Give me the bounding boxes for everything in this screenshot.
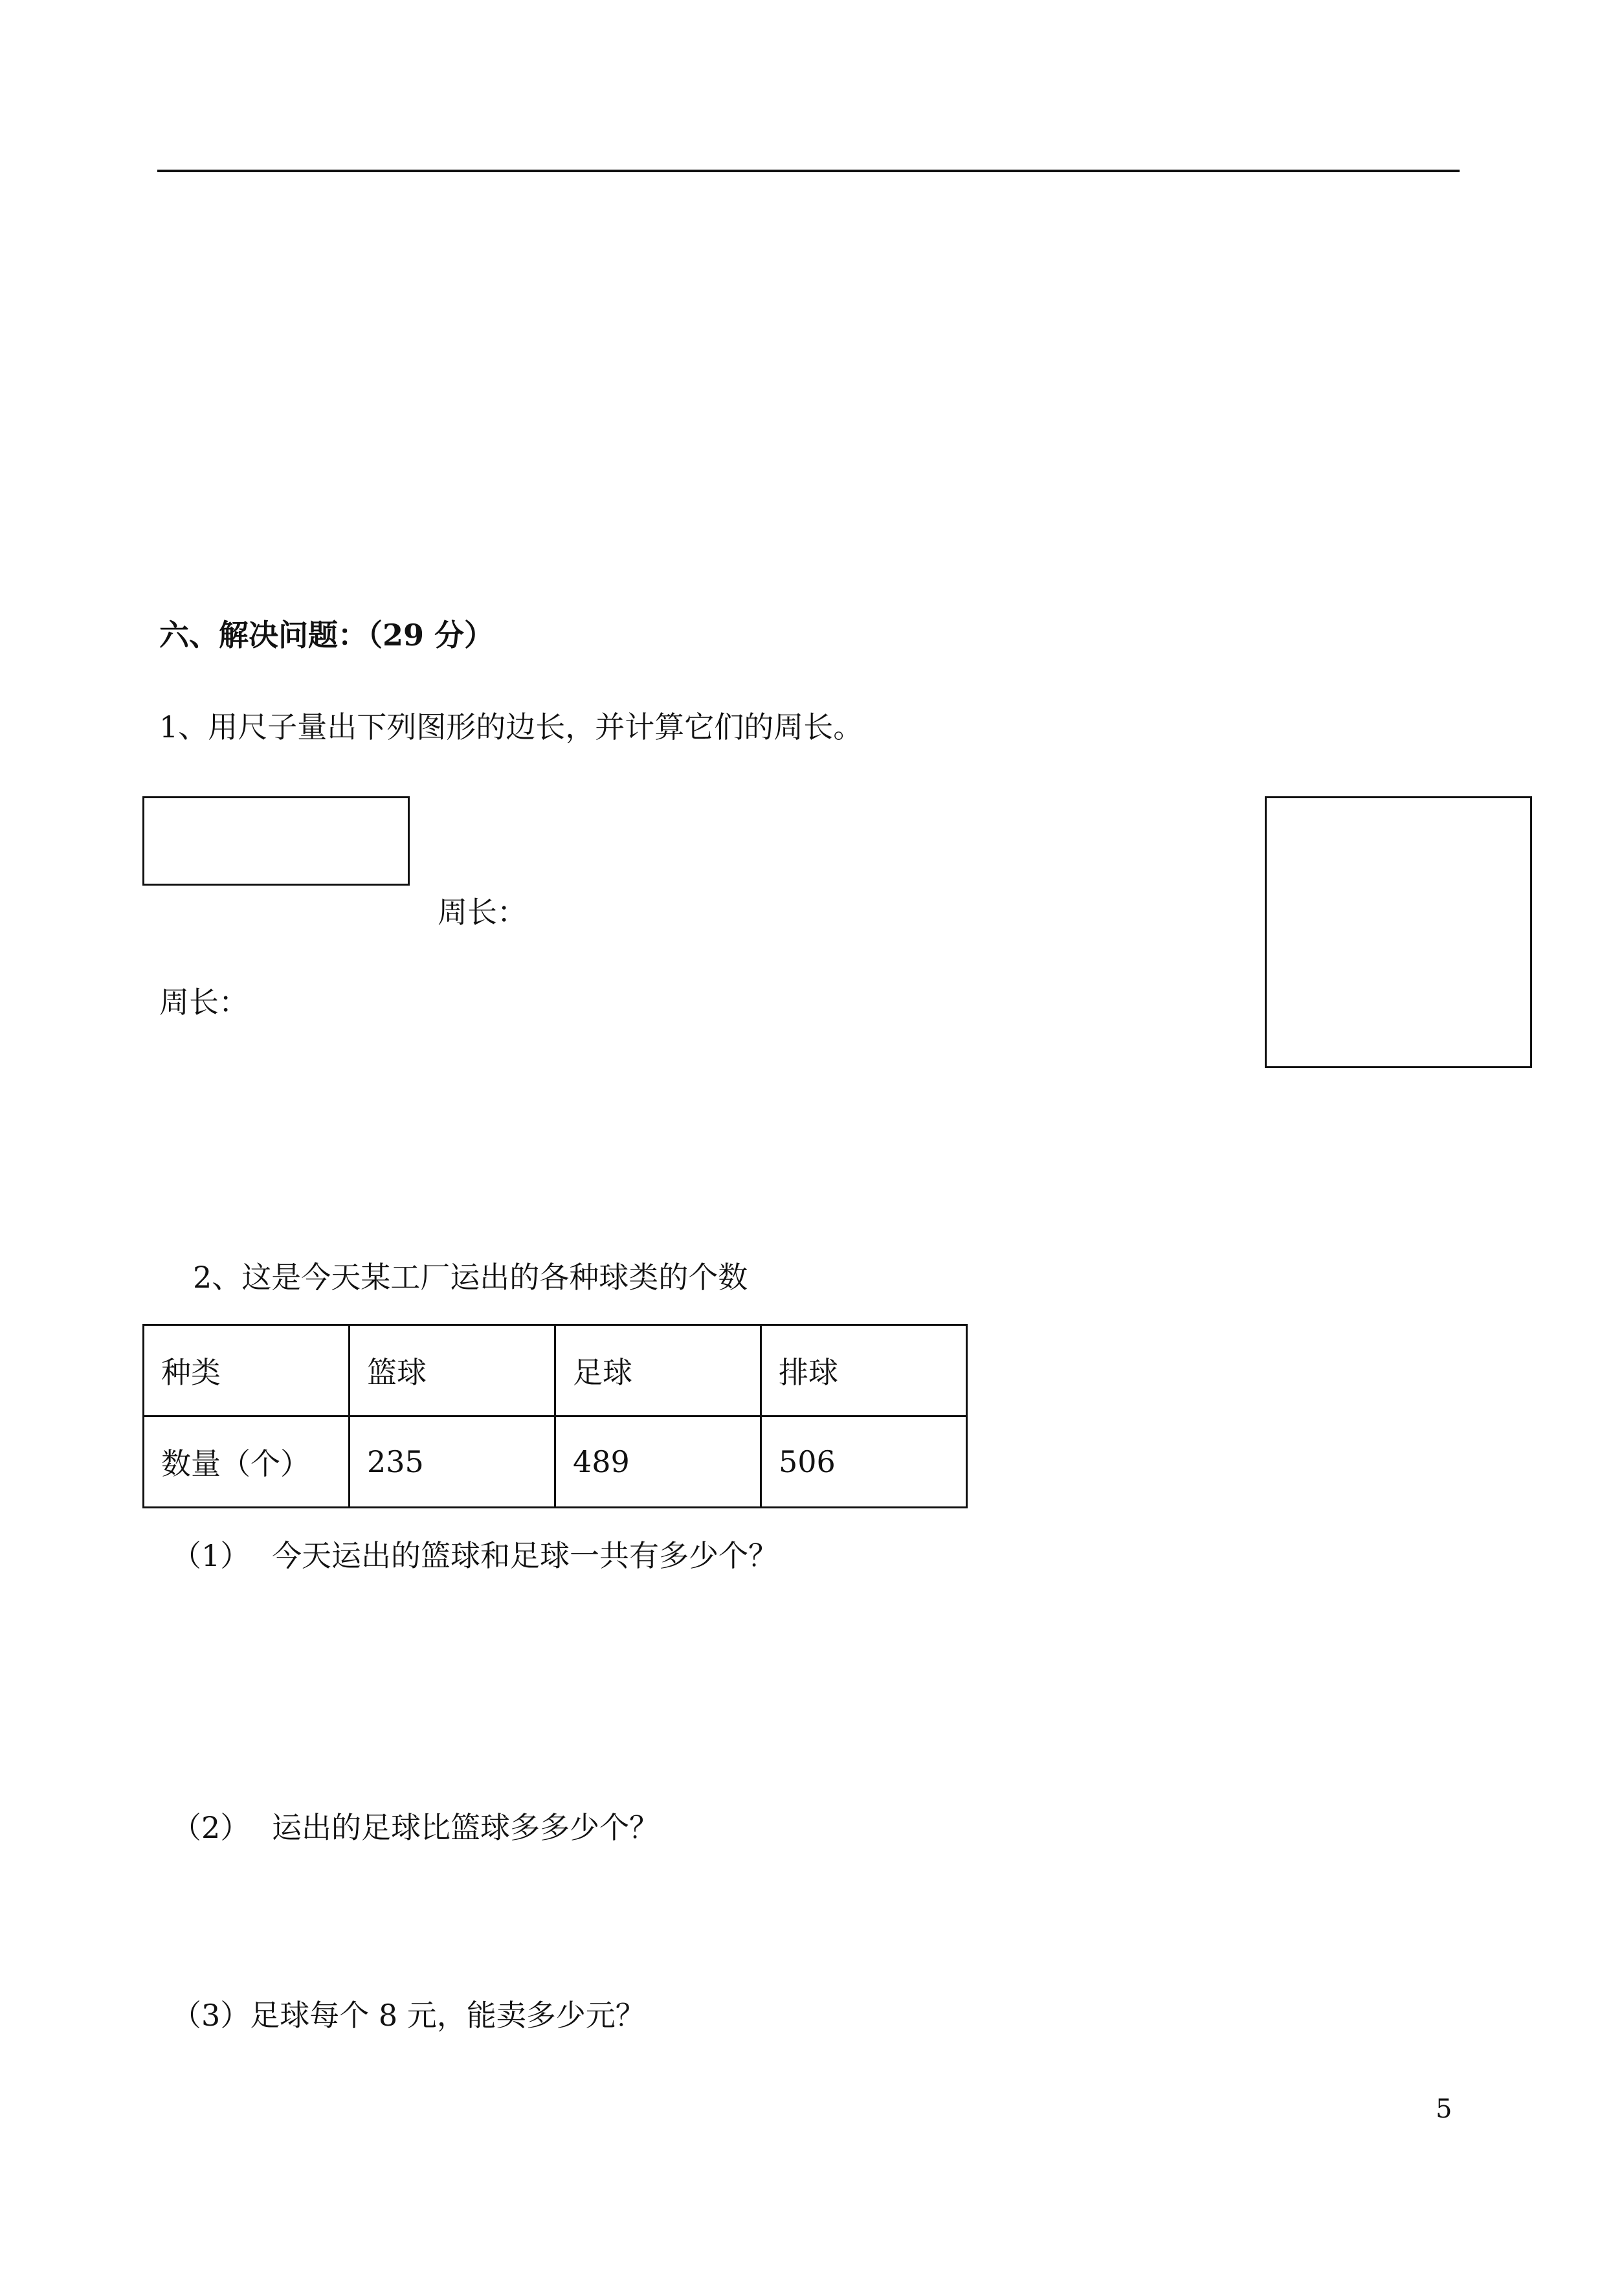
table-header-row	[144, 1325, 967, 1416]
sub-question-1-text: 今天运出的篮球和足球一共有多少个？	[272, 1538, 778, 1573]
ball-count-table	[142, 1324, 968, 1508]
square-perimeter-label: 周长：	[159, 985, 249, 1020]
question-1-prompt: 1、用尺子量出下列图形的边长，并计算它们的周长。	[159, 710, 863, 744]
table-cell: 235	[350, 1416, 555, 1508]
sub-question-2-text: 运出的足球比篮球多多少个？	[272, 1810, 659, 1845]
page-number: 5	[1436, 2094, 1452, 2124]
square-figure	[1265, 796, 1532, 1068]
sub-question-2-number: （2）	[172, 1810, 250, 1845]
table-cell: 506	[761, 1416, 967, 1508]
table-cell: 489	[555, 1416, 761, 1508]
sub-question-3-text: （3）足球每个 8 元，能卖多少元？	[172, 1998, 645, 2033]
sub-question-1-number: （1）	[172, 1538, 250, 1573]
section-title: 六、解决问题：（29 分）	[159, 618, 495, 653]
rectangle-figure	[142, 796, 410, 886]
header-rule	[157, 170, 1460, 172]
question-2-prompt: 2、这是今天某工厂运出的各种球类的个数	[193, 1260, 748, 1295]
table-cell: 足球	[555, 1325, 761, 1416]
table-row	[144, 1416, 967, 1508]
table-cell: 排球	[761, 1325, 967, 1416]
table-cell: 种类	[144, 1325, 350, 1416]
table-cell: 数量（个）	[144, 1416, 350, 1508]
rectangle-perimeter-label: 周长：	[438, 895, 527, 930]
table-cell: 篮球	[350, 1325, 555, 1416]
